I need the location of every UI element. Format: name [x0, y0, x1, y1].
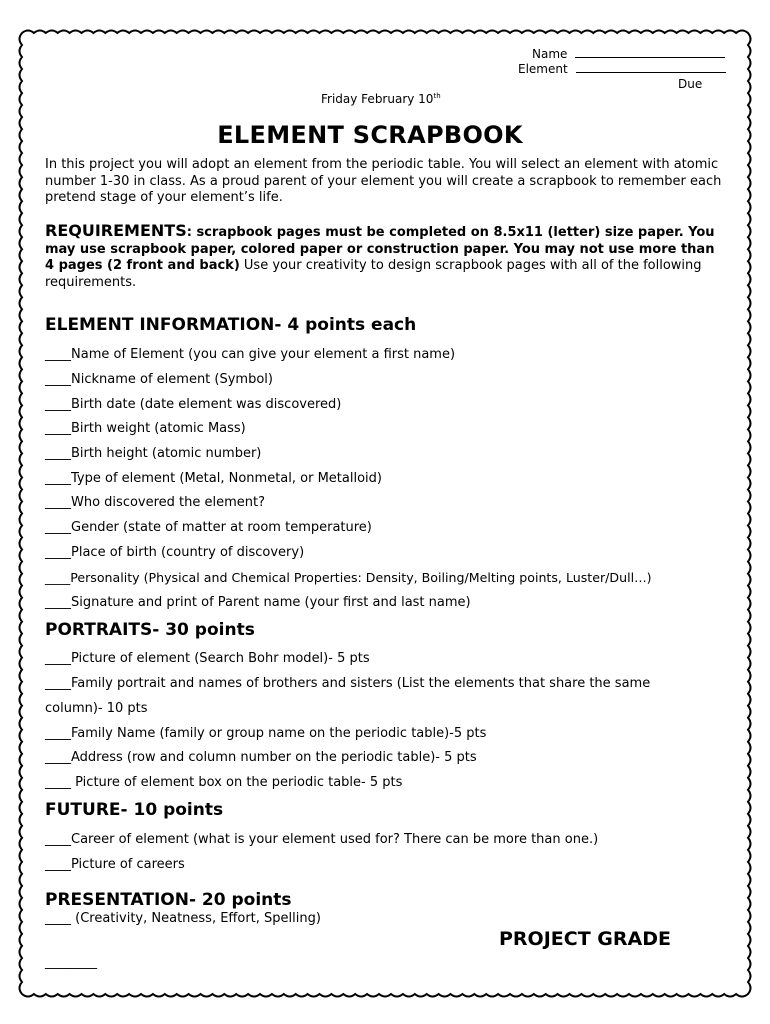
- element-field-row: [518, 62, 726, 76]
- requirements-bold-text: : scrapbook pages must be completed on 8.5x11 (letter) size paper. You may use scrapbook paper, colored paper or construction paper. You may not use more than 4 pages (2 front and back): [45, 225, 715, 273]
- checklist-item-nickname: ____Nickname of element (Symbol): [45, 372, 273, 387]
- checklist-item-birth-place: ____Place of birth (country of discovery): [45, 545, 305, 560]
- checklist-item-career: ____Career of element (what is your element used for? There can be more than one.): [45, 832, 599, 847]
- checklist-item-type: ____Type of element (Metal, Nonmetal, or Metalloid): [45, 471, 382, 486]
- checklist-item-family-portrait-cont: column)- 10 pts: [45, 701, 148, 716]
- checklist-item-family-portrait: ____Family portrait and names of brothers and sisters (List the elements that share the same: [45, 676, 651, 691]
- section-heading-portraits: PORTRAITS- 30 points: [45, 620, 255, 640]
- checklist-item-birth-weight: ____Birth weight (atomic Mass): [45, 421, 246, 436]
- checklist-item-birth-date: ____Birth date (date element was discovered): [45, 397, 342, 412]
- checklist-item-name: ____Name of Element (you can give your element a first name): [45, 347, 456, 362]
- project-grade-blank: ________: [45, 955, 97, 970]
- element-blank-line[interactable]: [576, 72, 726, 73]
- checklist-item-signature: ____Signature and print of Parent name (your first and last name): [45, 595, 471, 610]
- due-date: [321, 92, 441, 106]
- section-heading-future: FUTURE- 10 points: [45, 800, 224, 820]
- checklist-item-address: ____Address (row and column number on the periodic table)- 5 pts: [45, 750, 477, 765]
- checklist-item-family-name: ____Family Name (family or group name on the periodic table)-5 pts: [45, 726, 487, 741]
- element-label: Element: [518, 62, 568, 76]
- checklist-item-bohr-picture: ____Picture of element (Search Bohr model)- 5 pts: [45, 651, 370, 666]
- requirements-heading: REQUIREMENTS: [45, 221, 187, 240]
- page-title: ELEMENT SCRAPBOOK: [217, 121, 523, 149]
- checklist-item-gender: ____Gender (state of matter at room temperature): [45, 520, 372, 535]
- requirements-paragraph: [45, 223, 725, 291]
- checklist-item-discoverer: ____Who discovered the element?: [45, 495, 266, 510]
- checklist-item-creativity: ____ (Creativity, Neatness, Effort, Spelling): [45, 911, 321, 926]
- project-grade-label: PROJECT GRADE: [499, 928, 671, 950]
- requirements-normal-text: Use your creativity to design scrapbook pages with all of the following requirements.: [45, 258, 702, 290]
- section-heading-presentation: PRESENTATION- 20 points: [45, 890, 292, 910]
- intro-paragraph: In this project you will adopt an element from the periodic table. You will select an element with atomic number 1-30 in class. As a proud parent of your element you will create a scrapbook to remember each pretend stage of your element’s life.: [45, 157, 722, 205]
- due-label: Due: [678, 77, 703, 91]
- section-heading-element-info: ELEMENT INFORMATION- 4 points each: [45, 315, 417, 335]
- checklist-item-personality: ____Personality (Physical and Chemical Properties: Density, Boiling/Melting points, Luster/Dull…): [45, 570, 652, 585]
- checklist-item-career-picture: ____Picture of careers: [45, 857, 185, 872]
- checklist-item-element-box: ____ Picture of element box on the periodic table- 5 pts: [45, 775, 403, 790]
- due-date-suffix: th: [433, 92, 441, 100]
- due-date-text: Friday February 10: [321, 92, 434, 106]
- name-blank-line[interactable]: [575, 57, 725, 58]
- name-label: Name: [532, 47, 568, 61]
- name-field-row: [532, 47, 725, 61]
- checklist-item-birth-height: ____Birth height (atomic number): [45, 446, 262, 461]
